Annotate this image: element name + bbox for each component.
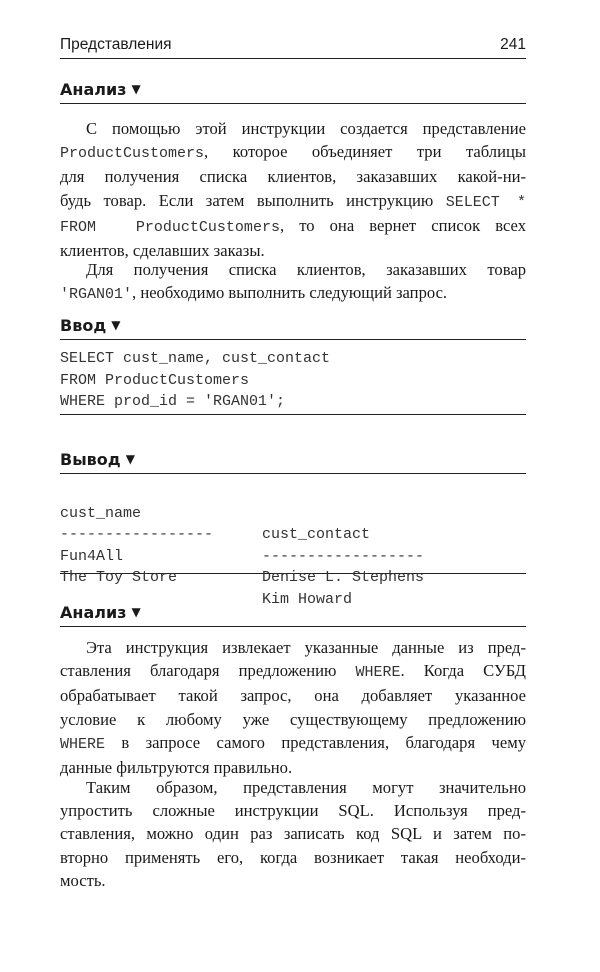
code-line: WHERE prod_id = 'RGAN01';	[60, 393, 286, 410]
down-triangle-icon: ▼	[125, 452, 135, 466]
analysis-2-paragraph-2: Таким образом, представления могут значительно упростить сложные инструкции SQL. Используя пред- ставления, можно один раз записать код SQL и затем по- вторно применять его, когда возникает такая необходи- мость.	[60, 778, 526, 890]
code-line: SELECT cust_name, cust_contact	[60, 350, 331, 367]
analysis-heading-1: Анализ ▼	[60, 79, 526, 104]
analysis-2-paragraph-1: Эта инструкция извлекает указанные данные из пред- ставления благодаря предложению WHERE. Когда СУБД обрабатывает такой запрос, она добавляет указанное условие к любому уже существующему предложению WHERE в запросе самого представления, благодаря чему данные фильтруются правильно.	[60, 638, 526, 778]
page-header	[60, 34, 526, 59]
table-row: Fun4All Denise L. Stephens	[60, 547, 425, 586]
table-row: The Toy Store Kim Howard	[60, 569, 353, 608]
running-title: Представления	[60, 36, 172, 53]
code-line: FROM ProductCustomers	[60, 371, 250, 389]
down-triangle-icon: ▼	[131, 605, 141, 619]
input-heading: Ввод ▼	[60, 315, 526, 340]
analysis-heading-2: Анализ ▼	[60, 602, 526, 627]
analysis-1-paragraph-1: С помощью этой инструкции создается представление ProductCustomers, которое объединяет три таблицы для получения списка клиентов, заказавших какой-ни- будь товар. Если затем выполнить инструкцию SELECT * FROM ProductCustomers, то она вернет список всех клиентов, сделавших заказы.	[60, 119, 526, 261]
sql-code-block	[60, 348, 526, 415]
analysis-1-paragraph-2: Для получения списка клиентов, заказавших товар 'RGAN01', необходимо выполнить следующий запрос.	[60, 260, 526, 304]
table-header-row: cust_name cust_contact	[60, 504, 371, 543]
output-table	[60, 481, 526, 608]
down-triangle-icon: ▼	[111, 318, 121, 332]
page-number: 241	[500, 36, 526, 53]
output-heading: Вывод ▼	[60, 449, 526, 474]
table-separator-row: ----------------- ------------------	[60, 526, 425, 565]
down-triangle-icon: ▼	[131, 82, 141, 96]
